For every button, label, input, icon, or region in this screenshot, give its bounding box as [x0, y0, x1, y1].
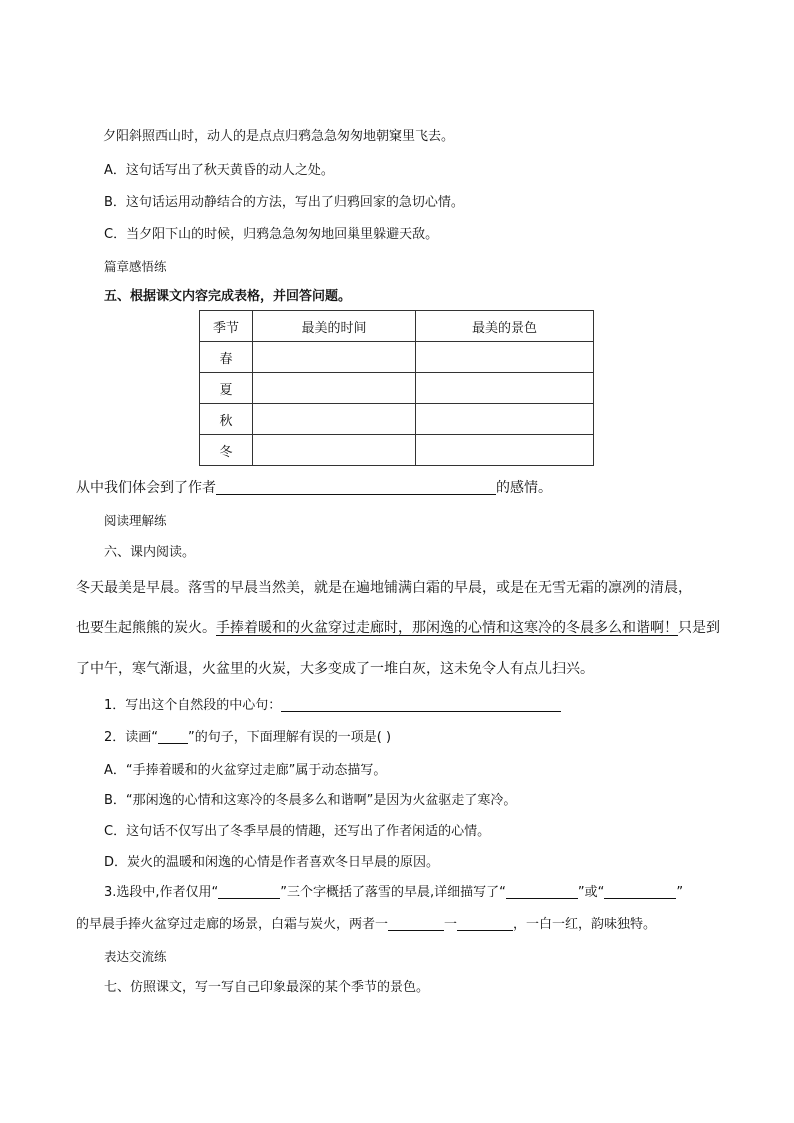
- answer-cell-time[interactable]: [253, 435, 416, 466]
- answer-cell-scenery[interactable]: [416, 342, 594, 373]
- passage-line-1: 冬天最美是早晨。落雪的早晨当然美，就是在遍地铺满白霜的早晨，或是在无雪无霜的凛冽的清晨，: [76, 580, 692, 596]
- passage-line-2-start: 也要生起熊熊的炭火。: [76, 620, 216, 636]
- table-header-season: 季节: [200, 311, 253, 342]
- season-table: [199, 310, 594, 466]
- sub-3-text-e: 的早晨手捧火盆穿过走廊的场景，白霜与炭火，两者一: [76, 917, 389, 932]
- table-row: [200, 435, 594, 466]
- passage-line-2: [76, 618, 720, 638]
- sub-3-text-a: 3.选段中,作者仅用“: [104, 885, 219, 900]
- sunset-option-a: A．这句话写出了秋天黄昏的动人之处。: [104, 163, 334, 178]
- question-6-title: 六、课内阅读。: [104, 545, 196, 560]
- table-header-time: 最美的时间: [253, 311, 416, 342]
- sub-3-text-d: ”: [676, 885, 684, 900]
- sub-3-blank-1[interactable]: [218, 884, 280, 899]
- sub-2-text-start: 2．读画“: [104, 730, 159, 745]
- summary-prefix: 从中我们体会到了作者: [76, 480, 216, 496]
- season-cell-winter: 冬: [200, 435, 253, 466]
- sub-3-blank-2[interactable]: [506, 884, 578, 899]
- section-heading-expression: 表达交流练: [104, 949, 167, 964]
- answer-cell-time[interactable]: [253, 373, 416, 404]
- table-header-row: [200, 311, 594, 342]
- table-row: [200, 373, 594, 404]
- question-6-sub-3-line-2: [76, 916, 656, 934]
- sub-2-option-d: D．炭火的温暖和闲逸的心情是作者喜欢冬日早晨的原因。: [104, 855, 440, 870]
- sub-3-text-g: ，一白一红，韵味独特。: [513, 917, 657, 932]
- passage-underlined-sentence: 手捧着暖和的火盆穿过走廊时，那闲逸的心情和这寒冷的冬晨多么和谐啊！: [216, 620, 678, 636]
- table-row: [200, 404, 594, 435]
- answer-cell-scenery[interactable]: [416, 435, 594, 466]
- season-cell-summer: 夏: [200, 373, 253, 404]
- sunset-option-c: C．当夕阳下山的时候，归鸦急急匆匆地回巢里躲避天敌。: [104, 227, 439, 242]
- table-header-scenery: 最美的景色: [416, 311, 594, 342]
- sub-3-text-f: 一: [444, 917, 458, 932]
- central-sentence-blank[interactable]: [281, 697, 561, 712]
- sub-3-text-b: ”三个字概括了落雪的早晨,详细描写了“: [280, 885, 506, 900]
- sub-3-blank-3[interactable]: [604, 884, 676, 899]
- table-row: [200, 342, 594, 373]
- season-cell-spring: 春: [200, 342, 253, 373]
- answer-cell-time[interactable]: [253, 404, 416, 435]
- section-heading-reading: 阅读理解练: [104, 513, 167, 528]
- sunset-question-stem: 夕阳斜照西山时，动人的是点点归鸦急急匆匆地朝窠里飞去。: [103, 129, 455, 144]
- summary-suffix: 的感情。: [496, 480, 552, 496]
- section-heading-pianzhang: 篇章感悟练: [104, 259, 167, 274]
- question-6-sub-2: [104, 729, 391, 747]
- sub-2-option-a: A．“手捧着暖和的火盆穿过走廊”属于动态描写。: [104, 763, 387, 778]
- sub-3-text-c: ”或“: [577, 885, 605, 900]
- sunset-option-b: B．这句话运用动静结合的方法，写出了归鸦回家的急切心情。: [104, 195, 464, 210]
- season-cell-autumn: 秋: [200, 404, 253, 435]
- summary-answer-blank[interactable]: [216, 480, 496, 495]
- question-5-summary: [76, 479, 552, 497]
- sub-3-blank-4[interactable]: [388, 916, 444, 931]
- underline-sample: [158, 729, 188, 744]
- sub-2-option-c: C．这句话不仅写出了冬季早晨的情趣，还写出了作者闲适的心情。: [104, 824, 491, 839]
- question-6-sub-3-line-1: [104, 884, 683, 902]
- passage-line-2-end: 只是到: [678, 620, 720, 636]
- question-7-title: 七、仿照课文，写一写自己印象最深的某个季节的景色。: [104, 980, 430, 995]
- sub-2-option-b: B．“那闲逸的心情和这寒冷的冬晨多么和谐啊”是因为火盆驱走了寒冷。: [104, 793, 517, 808]
- question-5-title: 五、根据课文内容完成表格，并回答问题。: [104, 289, 352, 304]
- sub-3-blank-5[interactable]: [457, 916, 513, 931]
- passage-line-3: 了中午，寒气渐退，火盆里的火炭，大多变成了一堆白灰，这未免令人有点儿扫兴。: [76, 661, 594, 677]
- sub-1-text: 1．写出这个自然段的中心句：: [104, 698, 282, 713]
- answer-cell-scenery[interactable]: [416, 373, 594, 404]
- answer-cell-scenery[interactable]: [416, 404, 594, 435]
- question-6-sub-1: [104, 697, 561, 715]
- sub-2-text-end: ”的句子，下面理解有误的一项是( ): [188, 730, 392, 745]
- answer-cell-time[interactable]: [253, 342, 416, 373]
